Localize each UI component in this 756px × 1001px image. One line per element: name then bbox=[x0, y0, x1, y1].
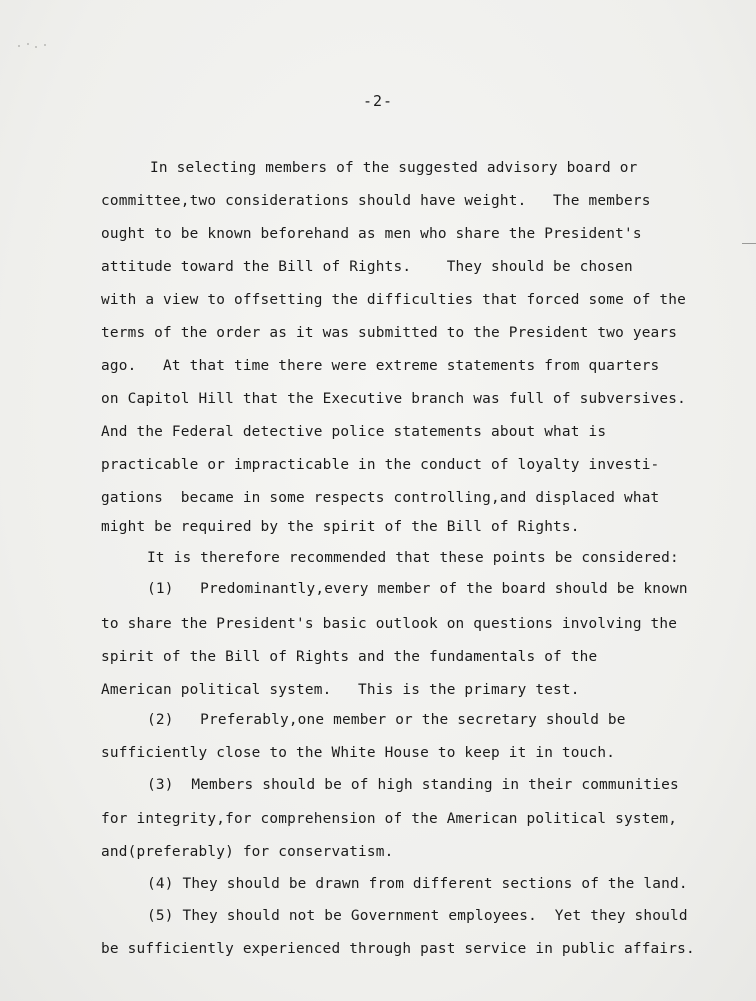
text-line: And the Federal detective police statements about what is bbox=[101, 424, 607, 440]
text-line: practicable or impracticable in the conduct of loyalty investi- bbox=[101, 457, 660, 473]
text-line: with a view to offsetting the difficulties that forced some of the bbox=[101, 292, 687, 308]
text-line: (1) Predominantly,every member of the board should be known bbox=[147, 581, 688, 597]
text-line: American political system. This is the primary test. bbox=[101, 682, 580, 698]
text-line: and(preferably) for conservatism. bbox=[101, 844, 394, 860]
text-line: sufficiently close to the White House to keep it in touch. bbox=[101, 745, 616, 761]
text-line: It is therefore recommended that these points be considered: bbox=[147, 550, 679, 566]
text-line: spirit of the Bill of Rights and the fundamentals of the bbox=[101, 649, 598, 665]
text-line: (5) They should not be Government employees. Yet they should bbox=[147, 908, 688, 924]
text-line: (4) They should be drawn from different sections of the land. bbox=[147, 876, 688, 892]
text-line: (3) Members should be of high standing in their communities bbox=[147, 777, 679, 793]
text-line: attitude toward the Bill of Rights. They should be chosen bbox=[101, 259, 633, 275]
text-line: committee,two considerations should have weight. The members bbox=[101, 193, 651, 209]
text-line: for integrity,for comprehension of the American political system, bbox=[101, 811, 678, 827]
text-line: gations became in some respects controlling,and displaced what bbox=[101, 490, 660, 506]
margin-mark bbox=[742, 243, 756, 244]
paper-specks bbox=[18, 42, 58, 50]
text-line: on Capitol Hill that the Executive branch was full of subversives. bbox=[101, 391, 687, 407]
text-line: be sufficiently experienced through past service in public affairs. bbox=[101, 941, 695, 957]
text-line: In selecting members of the suggested advisory board or bbox=[150, 160, 638, 176]
page-number: -2- bbox=[362, 92, 394, 110]
text-line: (2) Preferably,one member or the secretary should be bbox=[147, 712, 626, 728]
text-line: ago. At that time there were extreme statements from quarters bbox=[101, 358, 660, 374]
text-line: ought to be known beforehand as men who share the President's bbox=[101, 226, 642, 242]
text-line: to share the President's basic outlook on questions involving the bbox=[101, 616, 678, 632]
text-line: might be required by the spirit of the Bill of Rights. bbox=[101, 519, 580, 535]
text-line: terms of the order as it was submitted to the President two years bbox=[101, 325, 678, 341]
